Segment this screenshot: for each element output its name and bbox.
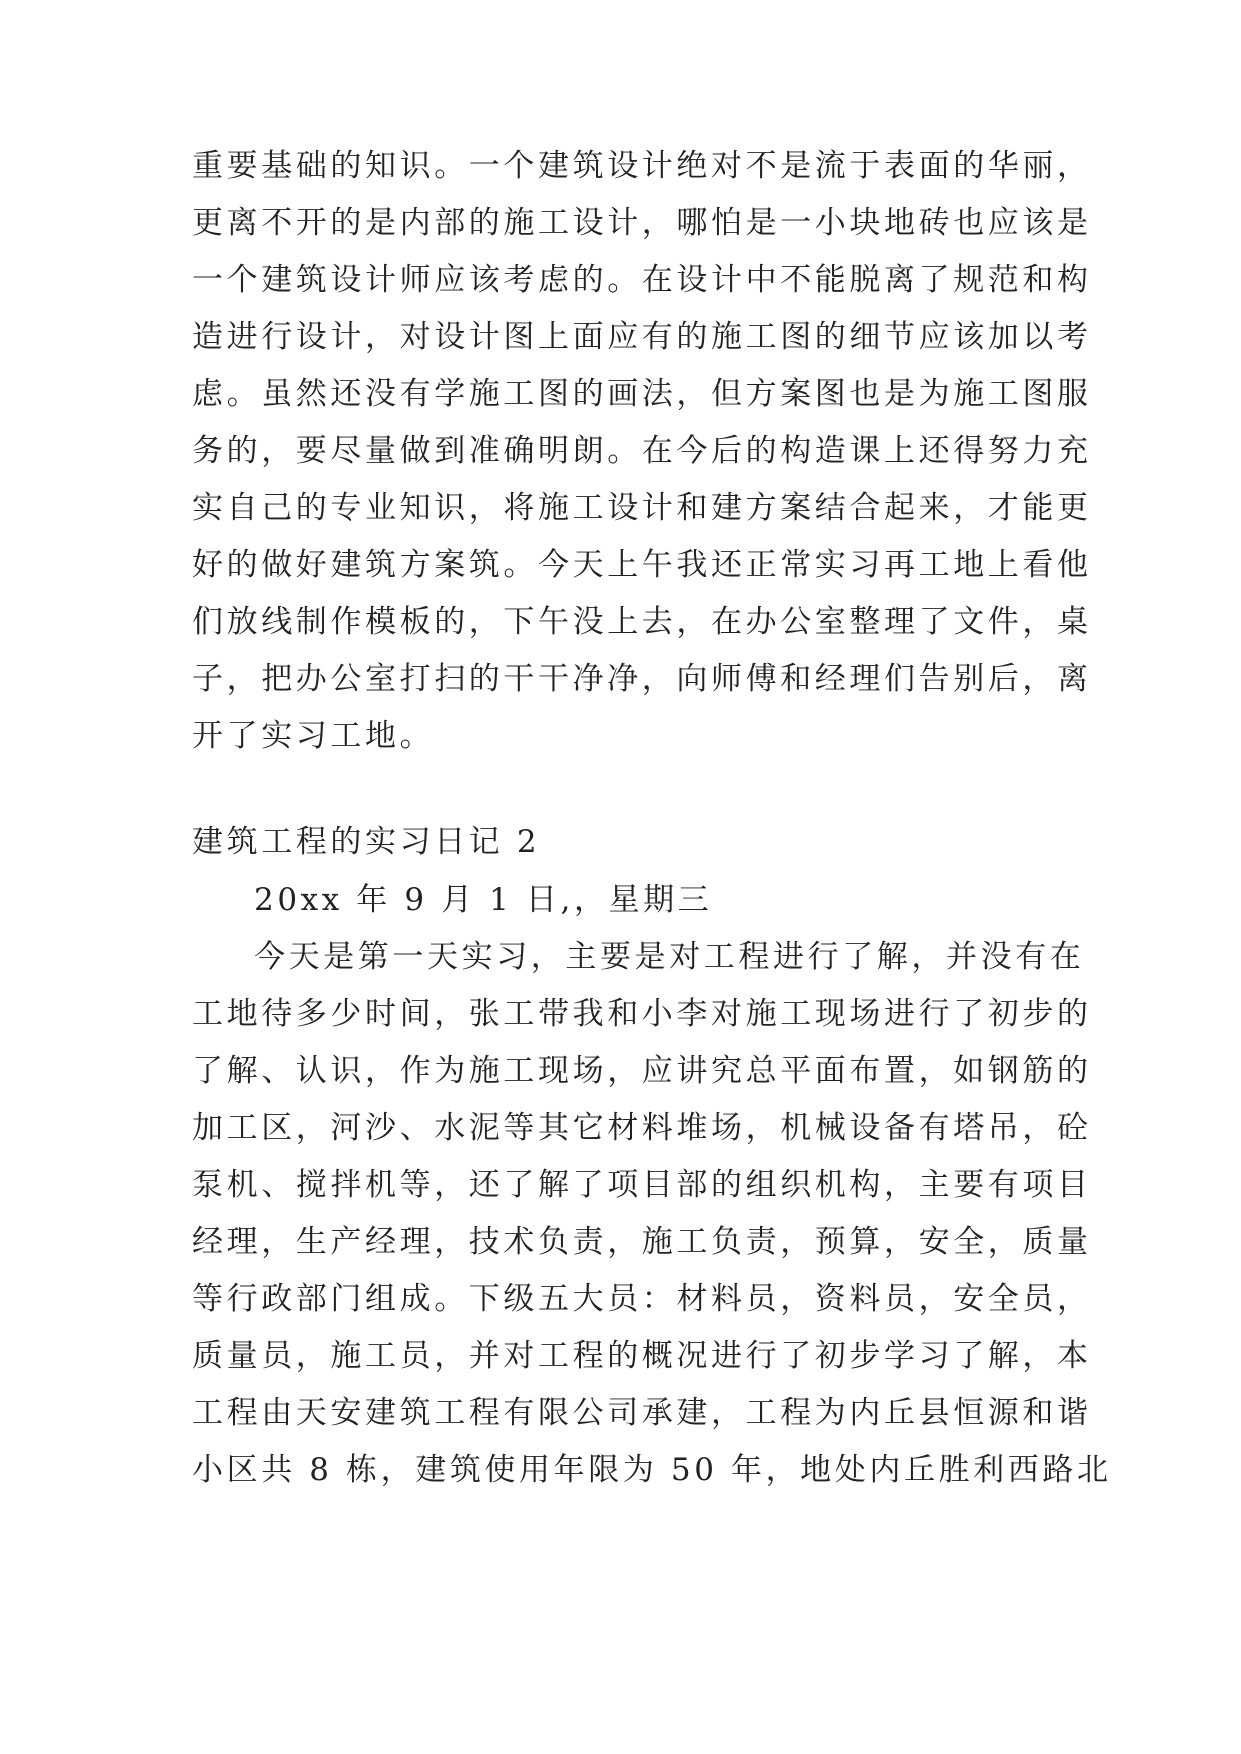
paragraph-line: 们放线制作模板的，下午没上去，在办公室整理了文件，桌 [192, 604, 1092, 640]
paragraph-line: 了解、认识，作为施工现场，应讲究总平面布置，如钢筋的 [192, 1053, 1092, 1089]
paragraph-line: 今天是第一天实习，主要是对工程进行了解，并没有在 [254, 939, 1085, 975]
paragraph-line: 小区共 8 栋，建筑使用年限为 50 年，地处内丘胜利西路北 [192, 1452, 1112, 1488]
paragraph-line: 开了实习工地。 [192, 718, 435, 754]
date-line: 20xx 年 9 月 1 日,，星期三 [254, 882, 713, 918]
paragraph-line: 重要基础的知识。一个建筑设计绝对不是流于表面的华丽， [192, 148, 1092, 184]
paragraph-line: 虑。虽然还没有学施工图的画法，但方案图也是为施工图服 [192, 376, 1092, 412]
paragraph-line: 工程由天安建筑工程有限公司承建，工程为内丘县恒源和谐 [192, 1395, 1092, 1431]
paragraph-line: 好的做好建筑方案筑。今天上午我还正常实习再工地上看他 [192, 547, 1092, 583]
paragraph-line: 务的，要尽量做到准确明朗。在今后的构造课上还得努力充 [192, 433, 1092, 469]
paragraph-line: 工地待多少时间，张工带我和小李对施工现场进行了初步的 [192, 996, 1092, 1032]
paragraph-line: 等行政部门组成。下级五大员：材料员，资料员，安全员， [192, 1281, 1092, 1317]
paragraph-line: 经理，生产经理，技术负责，施工负责，预算，安全，质量 [192, 1224, 1092, 1260]
paragraph-line: 加工区，河沙、水泥等其它材料堆场，机械设备有塔吊，砼 [192, 1110, 1092, 1146]
paragraph-line: 一个建筑设计师应该考虑的。在设计中不能脱离了规范和构 [192, 262, 1092, 298]
paragraph-line: 实自己的专业知识，将施工设计和建方案结合起来，才能更 [192, 490, 1092, 526]
paragraph-line: 更离不开的是内部的施工设计，哪怕是一小块地砖也应该是 [192, 205, 1092, 241]
paragraph-line: 泵机、搅拌机等，还了解了项目部的组织机构，主要有项目 [192, 1167, 1092, 1203]
paragraph-line: 造进行设计，对设计图上面应有的施工图的细节应该加以考 [192, 319, 1092, 355]
paragraph-line: 质量员，施工员，并对工程的概况进行了初步学习了解，本 [192, 1338, 1092, 1374]
section-title: 建筑工程的实习日记 2 [192, 824, 541, 860]
paragraph-line: 子，把办公室打扫的干干净净，向师傅和经理们告别后，离 [192, 661, 1092, 697]
